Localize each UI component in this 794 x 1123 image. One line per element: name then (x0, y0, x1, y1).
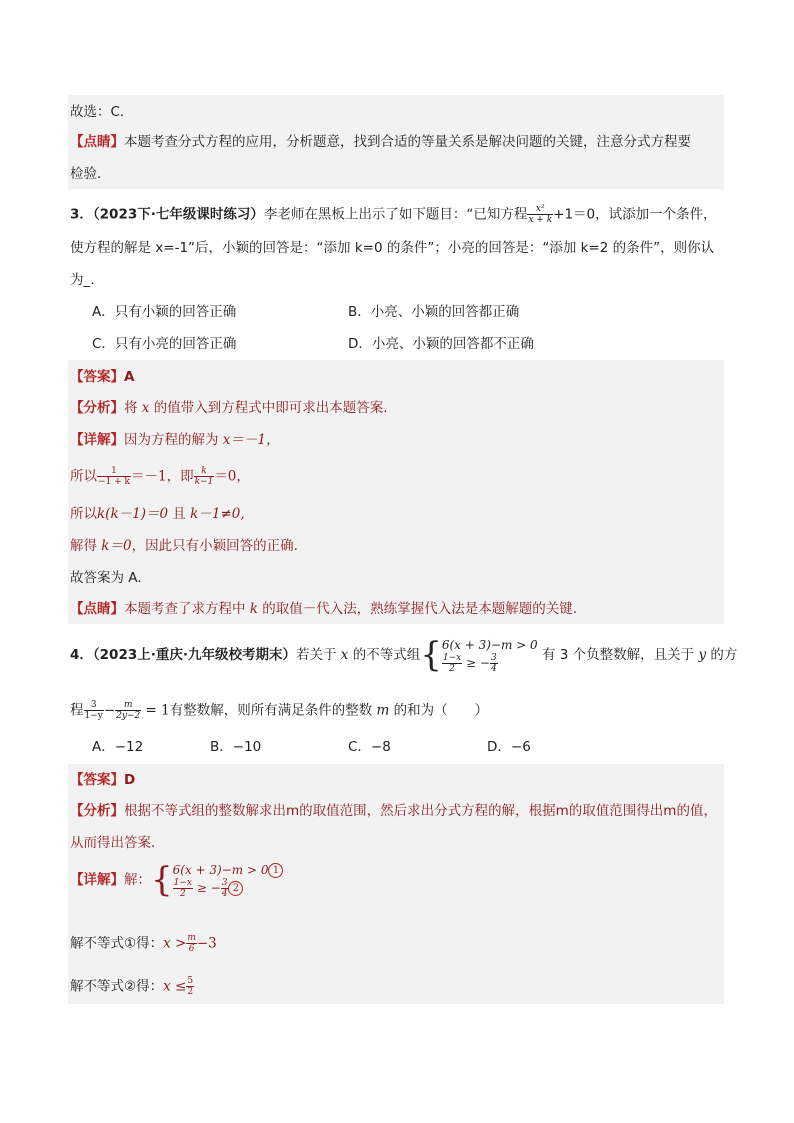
q3-analysis-line: 【分析】将 x 的值带入到方程式中即可求出本题答案. (70, 400, 388, 416)
brace-icon: { (420, 635, 442, 675)
option-a: A．只有小颖的回答正确 (92, 304, 237, 320)
fraction: $\frac{1}{-1 + k}$ (98, 466, 130, 487)
q4-stem-line-1: 4．（2023上·重庆·九年级校考期末）若关于 x 的不等式组{ 6(x + 3)−m > 0 $\frac{1-x}{2}$ ≥ − $\frac{3}{4}$ 有 3 个负整数解，且关于 y 的方 (70, 635, 738, 675)
answer-tag: 【答案】 (70, 369, 124, 385)
q3-stem-line-1 (70, 204, 717, 225)
q3-detail-line-2: 所以 $\frac{1}{-1 + k}$ ＝－1，即 $\frac{k}{k-1}$ ＝0， (70, 466, 250, 487)
option-d: D．小亮、小颖的回答都不正确 (348, 336, 534, 352)
q3-stem-line-2: 使方程的解是 x=-1”后，小颖的回答是：“添加 k=0 的条件”；小亮的回答是：“添加 k=2 的条件”，则你认 (70, 240, 715, 256)
q4-answer-line (70, 770, 135, 790)
tip-line-2: 检验． (70, 166, 111, 182)
inequality-system: 6(x + 3)−m > 0 $\frac{1-x}{2}$ ≥ − $\frac{3}{4}$ (441, 637, 538, 674)
option-a: A．−12 (92, 739, 144, 755)
answer-value: D (124, 772, 136, 788)
fraction: $\frac{\text{x²}}{x + k}$ (528, 204, 553, 225)
q3-detail-line-1: 【详解】因为方程的解为 x＝－1， (70, 432, 280, 448)
q3-detail-line-4: 解得 k＝0，因此只有小颖回答的正确. (70, 538, 298, 554)
answer-value: A (124, 369, 135, 385)
stem-text: +1＝0，试添加一个条件， (553, 206, 717, 223)
answer-tag: 【答案】 (70, 772, 124, 788)
stem-text: 李老师在黑板上出示了如下题目：“已知方程 (263, 206, 528, 223)
option-d: D．−6 (487, 739, 531, 755)
question-number: 3． (70, 206, 93, 223)
fraction: $\frac{k}{k-1}$ (194, 466, 214, 487)
circle-number: 1 (268, 863, 283, 878)
q3-stem-line-3: 为_. (70, 272, 95, 288)
q3-detail-line-3: 所以k(k－1)＝0 且 k－1≠0, (70, 506, 245, 522)
detail-tag: 【详解】 (70, 432, 124, 448)
option-b: B．小亮、小颖的回答都正确 (348, 304, 520, 320)
tip-tag: 【点睛】 (70, 134, 124, 150)
q3-tip-line: 【点睛】本题考查了求方程中 k 的取值－代入法，熟练掌握代入法是本题解题的关键. (70, 601, 578, 617)
choice-line: 故选：C． (70, 104, 134, 120)
question-number: 4． (70, 647, 93, 663)
analysis-tag: 【分析】 (70, 400, 124, 416)
question-source: （2023上·重庆·九年级校考期末） (92, 647, 296, 663)
option-b: B．−10 (210, 739, 262, 755)
q4-solution-line-2: 解不等式②得：x ≤ $\frac{5}{2}$ (70, 976, 194, 997)
tip-tag: 【点睛】 (70, 601, 124, 617)
tip-line-1 (70, 132, 691, 152)
q3-answer-line (70, 367, 134, 387)
option-c: C．只有小亮的回答正确 (92, 336, 237, 352)
q4-detail-line: 【详解】解：{ 6(x + 3)−m > 0 1 $\frac{1-x}{2}$ ≥ − $\frac{3}{4}$ 2 (70, 860, 283, 900)
q3-final-line: 故答案为 A. (70, 570, 142, 586)
q4-analysis-line-1: 【分析】根据不等式组的整数解求出m的取值范围，然后求出分式方程的解，根据m的取值范围得出m的值， (70, 803, 717, 819)
q4-stem-line-2: 程 $\frac{3}{1-y}$ − $\frac{m}{2y-2}$ = 1有整数解，则所有满足条件的整数 m 的和为（ ） (70, 700, 489, 721)
inequality-system: 6(x + 3)−m > 0 1 $\frac{1-x}{2}$ ≥ − $\frac{3}{4}$ 2 (173, 862, 284, 899)
q4-analysis-line-2: 从而得出答案． (70, 835, 165, 851)
brace-icon: { (151, 860, 173, 900)
detail-tag: 【详解】 (70, 872, 124, 888)
option-c: C．−8 (348, 739, 391, 755)
tip-text: 本题考查分式方程的应用，分析题意，找到合适的等量关系是解决问题的关键，注意分式方程要 (124, 134, 691, 150)
q4-solution-line-1: 解不等式①得：x > $\frac{m}{6}$ −3 (70, 933, 217, 954)
circle-number: 2 (228, 881, 243, 896)
analysis-tag: 【分析】 (70, 803, 124, 819)
question-source: （2023下·七年级课时练习） (92, 206, 264, 223)
